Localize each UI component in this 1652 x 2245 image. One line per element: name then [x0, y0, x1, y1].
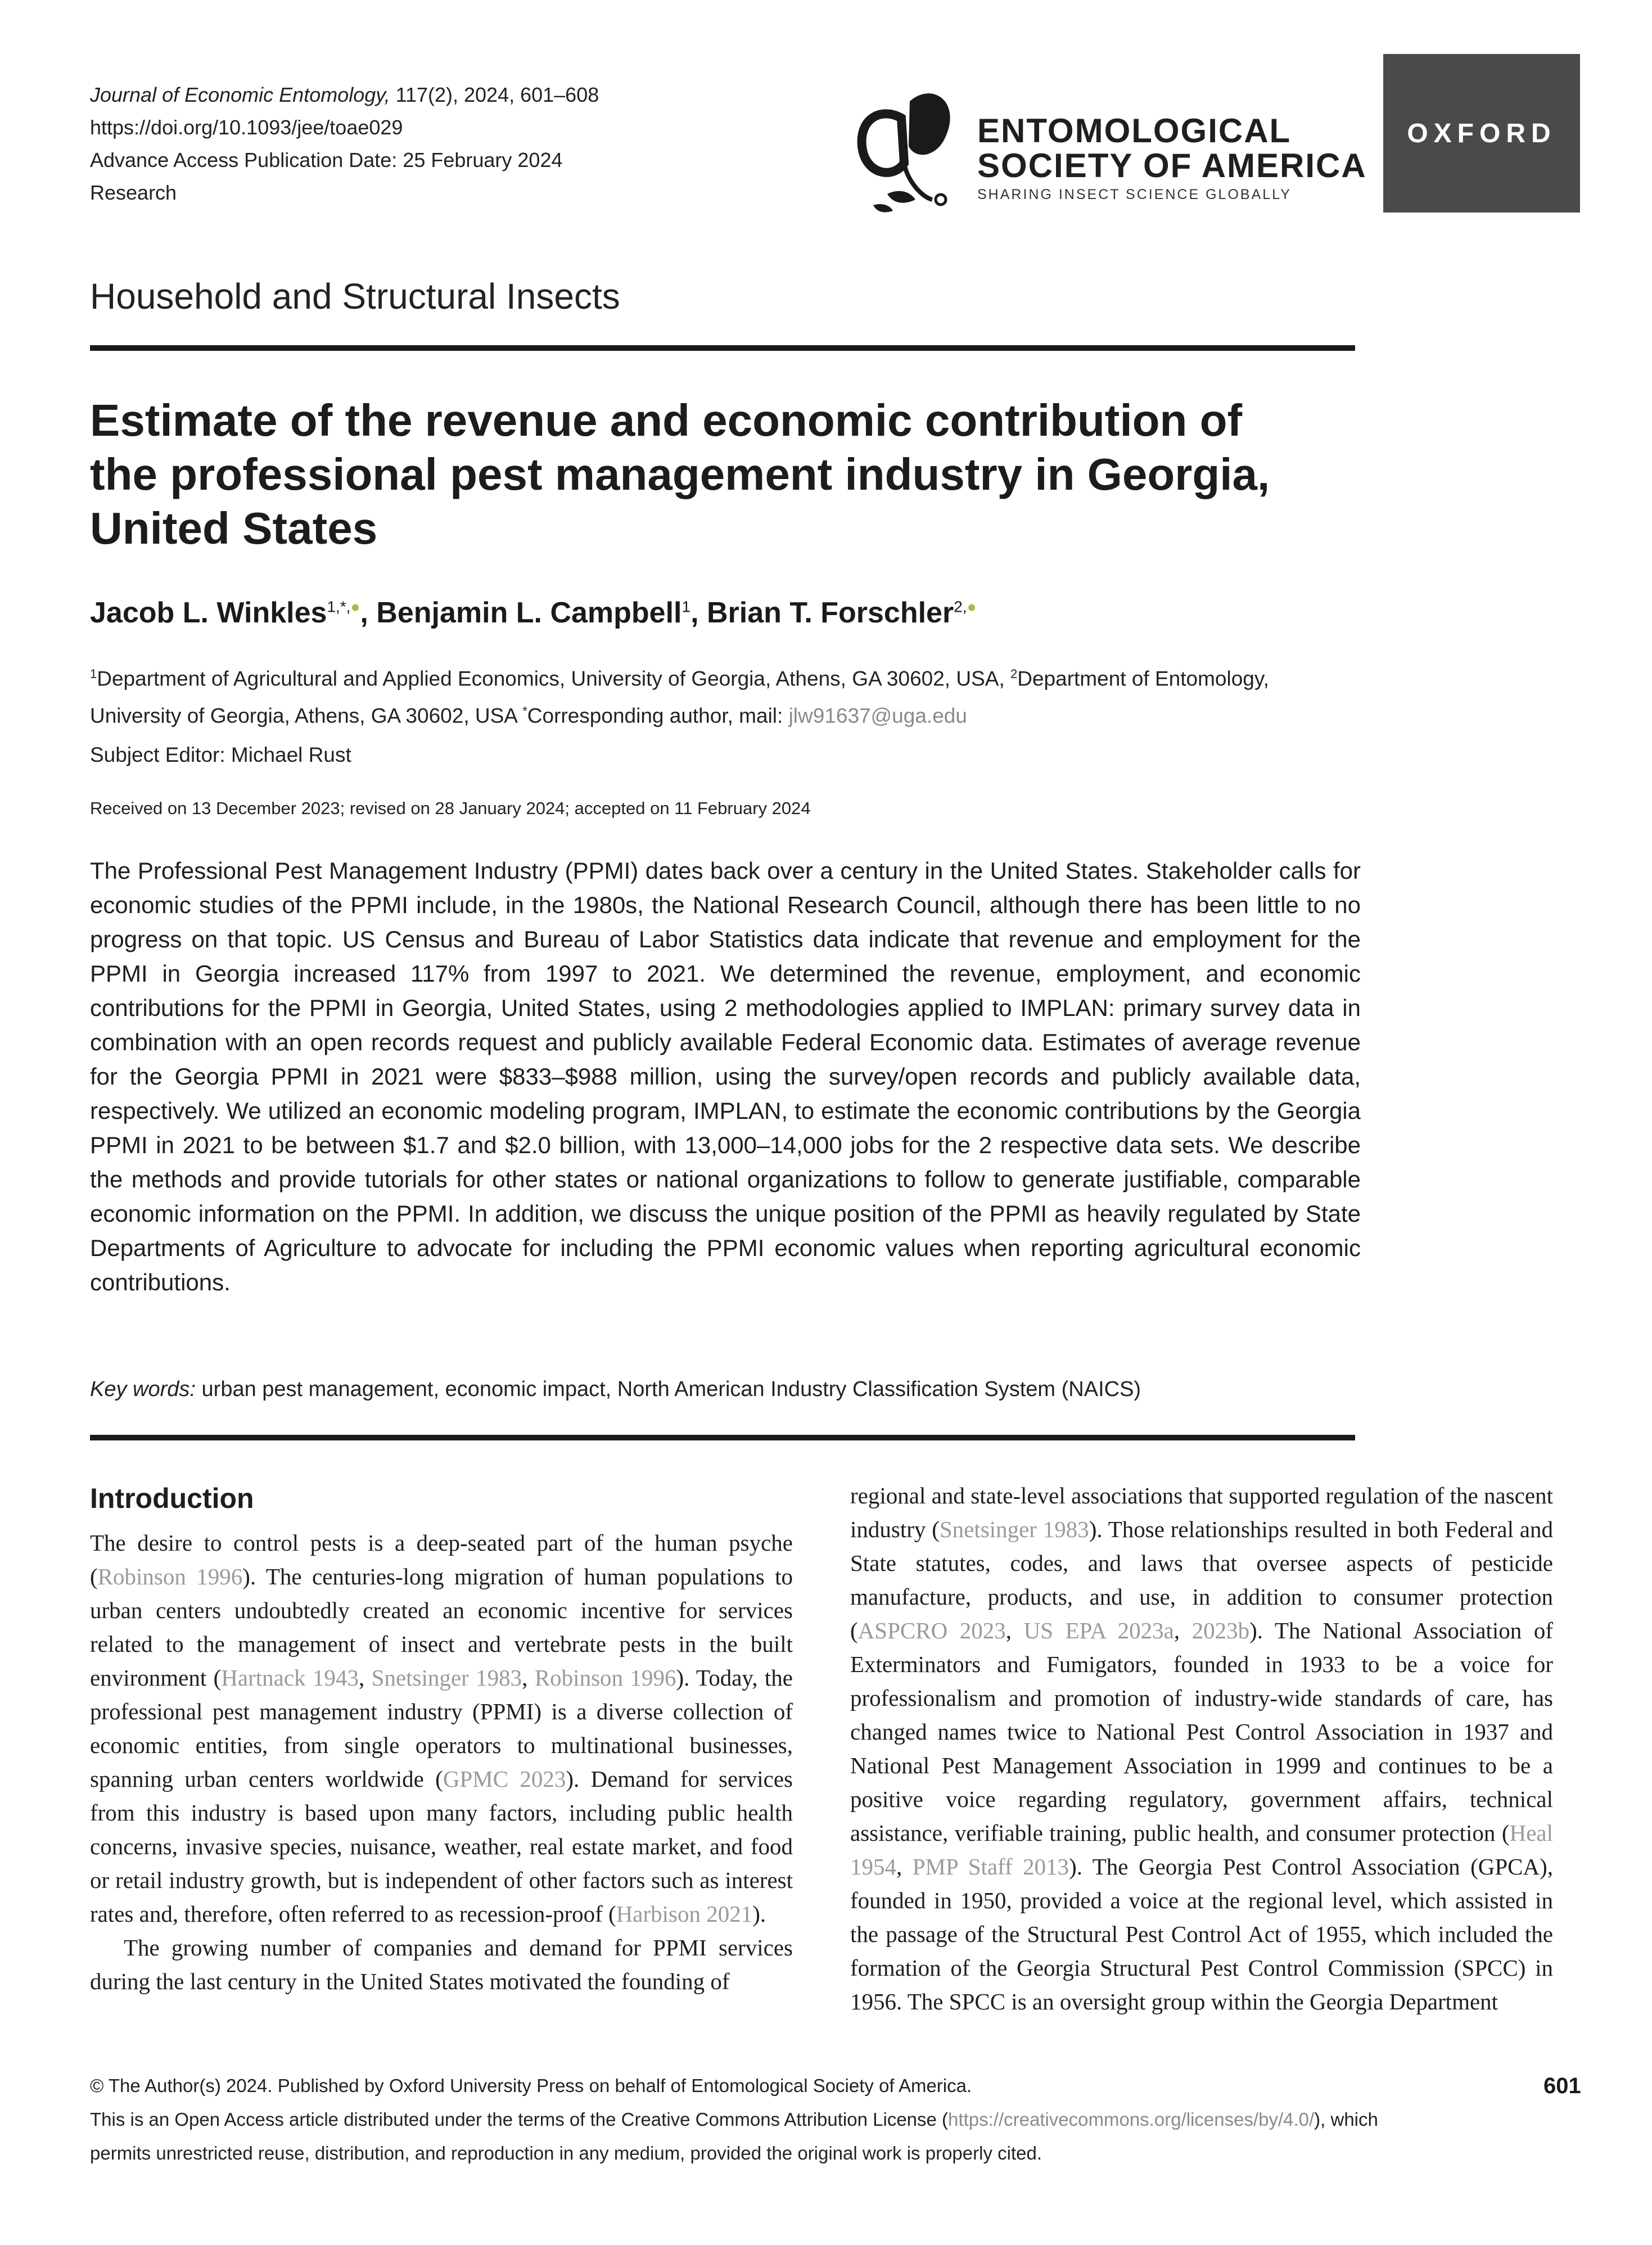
citation-link[interactable]: ASPCRO 2023: [857, 1618, 1006, 1643]
license-link[interactable]: https://creativecommons.org/licenses/by/4.0/: [948, 2109, 1315, 2130]
citation-link[interactable]: Snetsinger 1983: [371, 1665, 522, 1691]
doi-link[interactable]: https://doi.org/10.1093/jee/toae029: [90, 116, 403, 139]
email-link[interactable]: jlw91637@uga.edu: [788, 704, 967, 728]
esa-logo: [848, 79, 1367, 225]
citation-link[interactable]: Robinson 1996: [534, 1665, 676, 1691]
article-dates: Received on 13 December 2023; revised on 28 January 2024; accepted on 11 February 2024: [90, 798, 811, 818]
copyright-line: © The Author(s) 2024. Published by Oxford University Press on behalf of Entomological Society of America.: [90, 2075, 972, 2096]
oxford-logo: OXFORD: [1383, 54, 1580, 213]
citation-link[interactable]: GPMC 2023: [443, 1766, 566, 1792]
journal-citation: Journal of Economic Entomology, 117(2), 2024, 601–608: [90, 83, 599, 106]
citation-link[interactable]: 2023b: [1191, 1618, 1250, 1643]
citation-link[interactable]: Snetsinger 1983: [939, 1516, 1089, 1542]
author-name[interactable]: Jacob L. Winkles: [90, 597, 327, 629]
intro-paragraph: The growing number of companies and demand for PPMI services during the last century in the United States motivated the founding of: [90, 1935, 793, 1994]
citation-link[interactable]: US EPA 2023a: [1023, 1618, 1174, 1643]
author-name[interactable]: , Benjamin L. Campbell: [360, 597, 682, 629]
license-footer: [90, 2069, 1563, 2170]
intro-paragraph: regional and state-level associations that supported regulation of the nascent industry (Snetsinger 1983). Those relationships resulted in both Federal and State statutes, codes, and laws that oversee aspects of pesticide manufacture, products, and use, in addition to consumer protection (ASPCRO 2023, US EPA 2023a, 2023b). The National Association of Exterminators and Fumigators, founded in 1933 to be a voice for professionalism and promotion of industry-wide standards of care, has changed names twice to National Pest Control Association in 1937 and National Pest Management Association in 1999 and continues to be a positive voice regarding regulatory, government affairs, technical assistance, verifiable training, public health, and consumer protection (Heal 1954, PMP Staff 2013). The Georgia Pest Control Association (GPCA), founded in 1950, provided a voice at the regional level, which assisted in the passage of the Structural Pest Control Act of 1955, which included the formation of the Georgia Structural Pest Control Commission (SPCC) in 1956. The SPCC is an oversight group within the Georgia Department: [850, 1483, 1554, 2014]
orcid-icon[interactable]: ●: [350, 598, 360, 616]
intro-right-column: [850, 1479, 1553, 2018]
citation-link[interactable]: Hartnack 1943: [221, 1665, 359, 1691]
article-title: Estimate of the revenue and economic contribution of the professional pest management industry in Georgia, United States: [90, 395, 1270, 553]
article-type: Research: [90, 181, 177, 204]
author-name[interactable]: , Brian T. Forschler: [690, 597, 954, 629]
abstract: The Professional Pest Management Industry (PPMI) dates back over a century in the United States. Stakeholder calls for economic studies of the PPMI include, in the 1980s, the National Research Council, although there has been little to no progress on that topic. US Census and Bureau of Labor Statistics data indicate that revenue and employment for the PPMI in Georgia increased 117% from 1997 to 2021. We determined the revenue, employment, and economic contributions for the PPMI in Georgia, United States, using 2 methodologies applied to IMPLAN: primary survey data in combination with an open records request and publicly available Federal Economic data. Estimates of average revenue for the Georgia PPMI in 2021 were $833–$988 million, using the survey/open records and publicly available data, respectively. We utilized an economic modeling program, IMPLAN, to estimate the economic contributions by the Georgia PPMI in 2021 to be between $1.7 and $2.0 billion, with 13,000–14,000 jobs for the 2 respective data sets. We describe the methods and provide tutorials for other states or national organizations to follow to generate justifiable, comparable economic information on the PPMI. In addition, we discuss the unique position of the PPMI as heavily regulated by State Departments of Agriculture to advocate for including the PPMI economic values when reporting agricultural economic contributions.: [90, 857, 1361, 1295]
top-rule: [90, 345, 1355, 351]
intro-paragraph: The desire to control pests is a deep-seated part of the human psyche (Robinson 1996). The centuries-long migration of human populations to urban centers undoubtedly created an economic incentive for services related to the management of insect and vertebrate pests in the built environment (Hartnack 1943, Snetsinger 1983, Robinson 1996). Today, the professional pest management industry (PPMI) is a diverse collection of economic entities, from single operators to multinational businesses, spanning urban centers worldwide (GPMC 2023). Demand for services from this industry is based upon many factors, including public health concerns, invasive species, nuisance, weather, real estate market, and food or retail industry growth, but is independent of other factors such as interest rates and, therefore, often referred to as recession-proof (Harbison 2021).: [90, 1530, 793, 1927]
author-list: Jacob L. Winkles$^{1,*,●}$, Benjamin L. Campbell$^1$, Brian T. Forschler$^{2,●}$: [90, 597, 977, 629]
esa-wordmark: ENTOMOLOGICAL SOCIETY OF AMERICA SHARING INSECT SCIENCE GLOBALLY: [977, 112, 1367, 202]
license-line: This is an Open Access article distributed under the terms of the Creative Commons Attribution License (https://creativecommons.org/licenses/by/4.0/), which: [90, 2109, 1378, 2130]
bottom-rule: [90, 1435, 1355, 1440]
page-number: 601: [1543, 2074, 1581, 2098]
intro-left-column: [90, 1479, 793, 1998]
orcid-icon[interactable]: ●: [967, 598, 977, 616]
article-metadata: [90, 79, 599, 209]
keywords: Key words: urban pest management, economic impact, North American Industry Classification System (NAICS): [90, 1377, 1141, 1401]
license-terms: permits unrestricted reuse, distribution, and reproduction in any medium, provided the original work is properly cited.: [90, 2143, 1042, 2163]
citation-link[interactable]: Robinson 1996: [97, 1564, 243, 1589]
section-heading: Household and Structural Insects: [90, 276, 620, 317]
affiliations: $^1$Department of Agricultural and Applied Economics, University of Georgia, Athens, GA 30602, USA, $^2$Department of Entomology, University of Georgia, Athens, GA 30602, USA *Corresponding author, mail: jlw91637@uga.edu: [90, 667, 1269, 728]
citation-link[interactable]: Harbison 2021: [616, 1901, 753, 1927]
subject-editor: Subject Editor: Michael Rust: [90, 743, 351, 766]
citation-link[interactable]: PMP Staff 2013: [912, 1854, 1069, 1880]
citation-link[interactable]: Heal 1954: [850, 1820, 1553, 1880]
butterfly-icon: [848, 84, 972, 219]
intro-heading: Introduction: [90, 1483, 254, 1514]
publication-date: Advance Access Publication Date: 25 February 2024: [90, 148, 563, 171]
